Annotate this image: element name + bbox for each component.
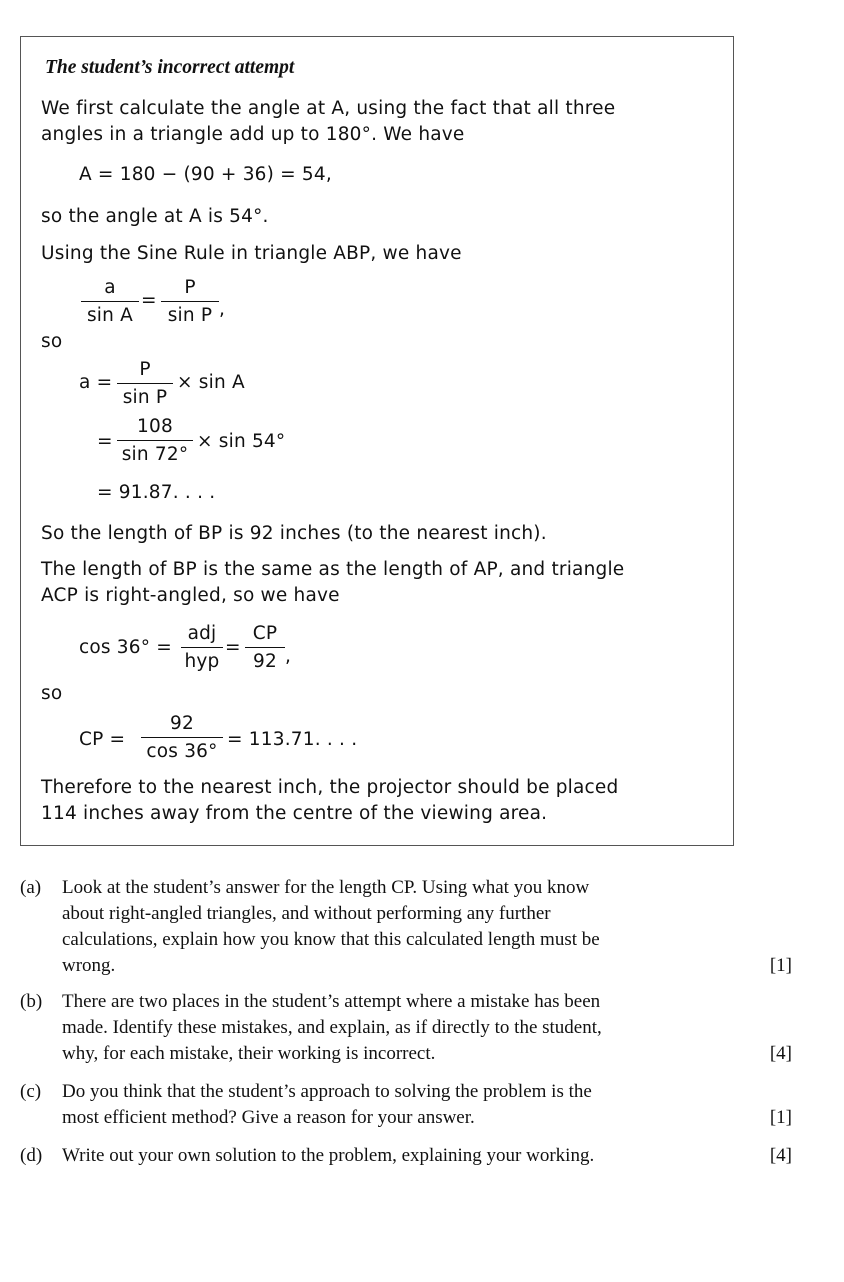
equation-angle-a: A = 180 − (90 + 36) = 54, bbox=[79, 164, 332, 185]
a-lhs: a = bbox=[79, 372, 113, 393]
question-label: (b) bbox=[20, 991, 43, 1012]
cos-fraction-1: adj hyp bbox=[181, 623, 223, 672]
marks: [4] bbox=[769, 1145, 792, 1166]
para1-line2: angles in a triangle add up to 180°. We have bbox=[41, 124, 465, 145]
question-text bbox=[62, 1079, 722, 1131]
para6-line2: 114 inches away from the centre of the viewing area. bbox=[41, 803, 548, 824]
question-line: made. Identify these mistakes, and explain, as if directly to the student, bbox=[62, 1017, 602, 1038]
question-line: There are two places in the student’s attempt where a mistake has been bbox=[62, 991, 601, 1012]
sine-rule-equals: = bbox=[141, 290, 157, 311]
question-line: wrong. bbox=[62, 955, 116, 976]
para5-line2: ACP is right-angled, so we have bbox=[41, 585, 340, 606]
question-line: why, for each mistake, their working is incorrect. bbox=[62, 1043, 436, 1064]
para2: so the angle at A is 54°. bbox=[41, 206, 269, 227]
para1-line1: We first calculate the angle at A, using the fact that all three bbox=[41, 98, 616, 119]
a-fraction-1-tail: × sin A bbox=[177, 372, 245, 393]
a-equals-2: = bbox=[97, 431, 113, 452]
cp-fraction: 92 cos 36° bbox=[141, 713, 223, 762]
cos-lhs: cos 36° = bbox=[79, 637, 172, 658]
cp-result: = 113.71. . . . bbox=[227, 729, 358, 750]
question-line: about right-angled triangles, and without performing any further bbox=[62, 903, 551, 924]
question-d bbox=[20, 1143, 800, 1171]
a-fraction-1: P sin P bbox=[117, 359, 173, 408]
question-a bbox=[20, 875, 800, 985]
a-fraction-2-tail: × sin 54° bbox=[197, 431, 286, 452]
cos-equals: = bbox=[225, 637, 241, 658]
para3: Using the Sine Rule in triangle ABP, we have bbox=[41, 243, 462, 264]
student-attempt-box bbox=[20, 36, 734, 846]
question-line: Look at the student’s answer for the length CP. Using what you know bbox=[62, 877, 590, 898]
so-1: so bbox=[41, 331, 63, 352]
para6-line1: Therefore to the nearest inch, the projector should be placed bbox=[41, 777, 619, 798]
cos-fraction-2: CP 92 bbox=[245, 623, 285, 672]
sine-rule-comma: , bbox=[219, 299, 226, 320]
question-line: calculations, explain how you know that this calculated length must be bbox=[62, 929, 600, 950]
cos-comma: , bbox=[285, 646, 292, 667]
marks: [1] bbox=[769, 1107, 792, 1128]
question-line: most efficient method? Give a reason for your answer. bbox=[62, 1107, 475, 1128]
question-c bbox=[20, 1079, 800, 1133]
question-label: (d) bbox=[20, 1145, 43, 1166]
question-line: Do you think that the student’s approach to solving the problem is the bbox=[62, 1081, 592, 1102]
question-label: (c) bbox=[20, 1081, 42, 1102]
question-b bbox=[20, 989, 800, 1069]
so-2: so bbox=[41, 683, 63, 704]
sine-rule-fraction-left: a sin A bbox=[81, 277, 139, 326]
question-text bbox=[62, 989, 722, 1067]
a-fraction-2: 108 sin 72° bbox=[117, 416, 193, 465]
question-text bbox=[62, 875, 722, 979]
question-text bbox=[62, 1143, 722, 1169]
cp-lhs: CP = bbox=[79, 729, 126, 750]
marks: [1] bbox=[769, 955, 792, 976]
a-result: = 91.87. . . . bbox=[97, 482, 216, 503]
question-label: (a) bbox=[20, 877, 42, 898]
para4: So the length of BP is 92 inches (to the nearest inch). bbox=[41, 523, 547, 544]
sine-rule-fraction-right: P sin P bbox=[161, 277, 219, 326]
para5-line1: The length of BP is the same as the length of AP, and triangle bbox=[41, 559, 625, 580]
marks: [4] bbox=[769, 1043, 792, 1064]
question-line: Write out your own solution to the problem, explaining your working. bbox=[62, 1145, 595, 1166]
attempt-title: The student’s incorrect attempt bbox=[45, 57, 295, 78]
